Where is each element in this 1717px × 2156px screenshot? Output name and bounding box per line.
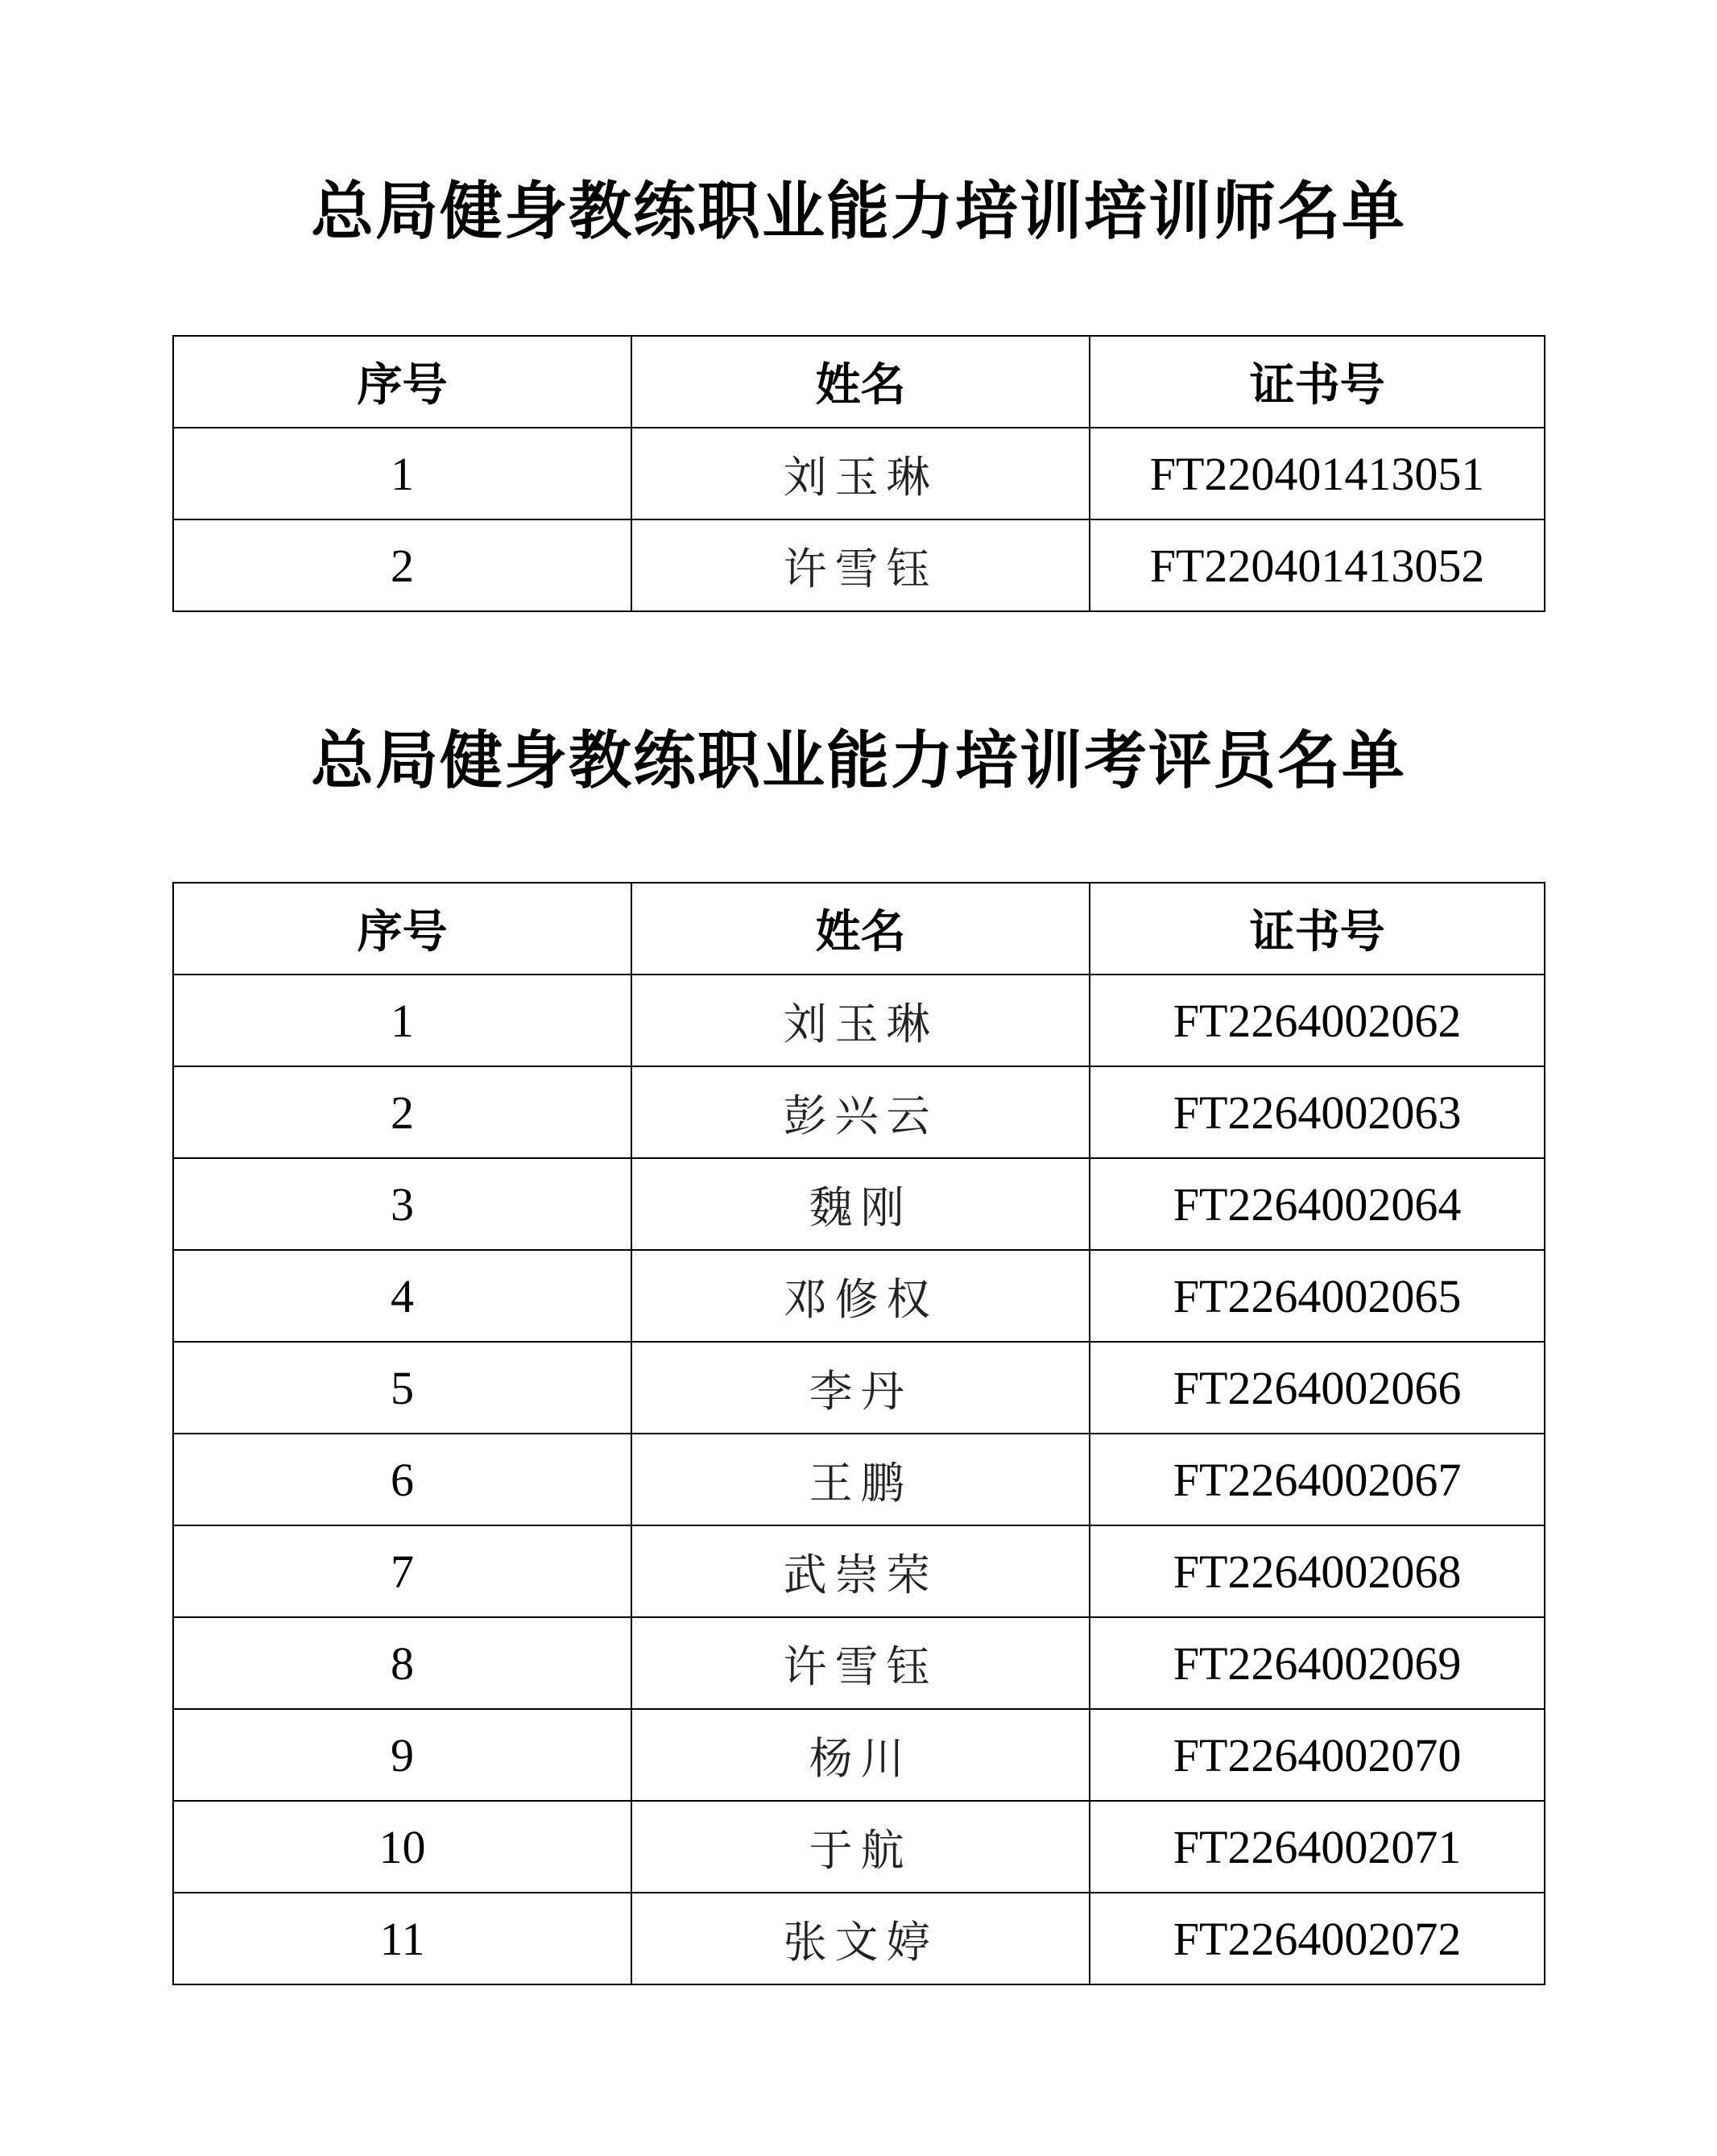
row-name: 杨川 bbox=[631, 1709, 1090, 1801]
row-cert: FT220401413052 bbox=[1090, 519, 1545, 611]
row-number: 8 bbox=[173, 1617, 631, 1709]
table-row bbox=[173, 1893, 1545, 1984]
header-cert: 证书号 bbox=[1090, 883, 1545, 975]
table-row bbox=[173, 1342, 1545, 1434]
assessors-title: 总局健身教练职业能力培训考评员名单 bbox=[310, 724, 1406, 797]
row-cert: FT2264002067 bbox=[1090, 1434, 1545, 1525]
row-cert: FT2264002070 bbox=[1090, 1709, 1545, 1801]
header-name: 姓名 bbox=[631, 883, 1090, 975]
table-row bbox=[173, 1250, 1545, 1342]
row-name: 武崇荣 bbox=[631, 1525, 1090, 1617]
row-number: 1 bbox=[173, 428, 631, 519]
row-name: 许雪钰 bbox=[631, 519, 1090, 611]
row-number: 5 bbox=[173, 1342, 631, 1434]
row-name: 魏刚 bbox=[631, 1158, 1090, 1250]
table-row bbox=[173, 1801, 1545, 1893]
row-number: 10 bbox=[173, 1801, 631, 1893]
table-row bbox=[173, 1617, 1545, 1709]
row-number: 9 bbox=[173, 1709, 631, 1801]
row-cert: FT2264002072 bbox=[1090, 1893, 1545, 1984]
row-cert: FT2264002062 bbox=[1090, 975, 1545, 1066]
table-header-row bbox=[173, 336, 1545, 428]
table-row bbox=[173, 975, 1545, 1066]
row-number: 11 bbox=[173, 1893, 631, 1984]
table-row bbox=[173, 1066, 1545, 1158]
row-number: 1 bbox=[173, 975, 631, 1066]
row-number: 2 bbox=[173, 1066, 631, 1158]
header-number: 序号 bbox=[173, 883, 631, 975]
row-cert: FT220401413051 bbox=[1090, 428, 1545, 519]
header-cert: 证书号 bbox=[1090, 336, 1545, 428]
table-row bbox=[173, 428, 1545, 519]
row-cert: FT2264002063 bbox=[1090, 1066, 1545, 1158]
row-cert: FT2264002066 bbox=[1090, 1342, 1545, 1434]
row-name: 刘玉琳 bbox=[631, 975, 1090, 1066]
table-row bbox=[173, 1709, 1545, 1801]
row-number: 7 bbox=[173, 1525, 631, 1617]
header-number: 序号 bbox=[173, 336, 631, 428]
trainers-title: 总局健身教练职业能力培训培训师名单 bbox=[310, 175, 1406, 248]
row-name: 刘玉琳 bbox=[631, 428, 1090, 519]
assessors-table bbox=[172, 882, 1545, 1985]
row-number: 4 bbox=[173, 1250, 631, 1342]
row-cert: FT2264002064 bbox=[1090, 1158, 1545, 1250]
row-cert: FT2264002069 bbox=[1090, 1617, 1545, 1709]
row-number: 2 bbox=[173, 519, 631, 611]
table-header-row bbox=[173, 883, 1545, 975]
row-name: 李丹 bbox=[631, 1342, 1090, 1434]
table-row bbox=[173, 1525, 1545, 1617]
row-name: 张文婷 bbox=[631, 1893, 1090, 1984]
row-cert: FT2264002071 bbox=[1090, 1801, 1545, 1893]
header-name: 姓名 bbox=[631, 336, 1090, 428]
row-cert: FT2264002068 bbox=[1090, 1525, 1545, 1617]
row-name: 王鹏 bbox=[631, 1434, 1090, 1525]
table-row bbox=[173, 519, 1545, 611]
row-number: 6 bbox=[173, 1434, 631, 1525]
row-name: 许雪钰 bbox=[631, 1617, 1090, 1709]
table-row bbox=[173, 1434, 1545, 1525]
row-name: 彭兴云 bbox=[631, 1066, 1090, 1158]
table-row bbox=[173, 1158, 1545, 1250]
row-name: 邓修权 bbox=[631, 1250, 1090, 1342]
trainers-table bbox=[172, 335, 1545, 612]
row-cert: FT2264002065 bbox=[1090, 1250, 1545, 1342]
row-name: 于航 bbox=[631, 1801, 1090, 1893]
row-number: 3 bbox=[173, 1158, 631, 1250]
